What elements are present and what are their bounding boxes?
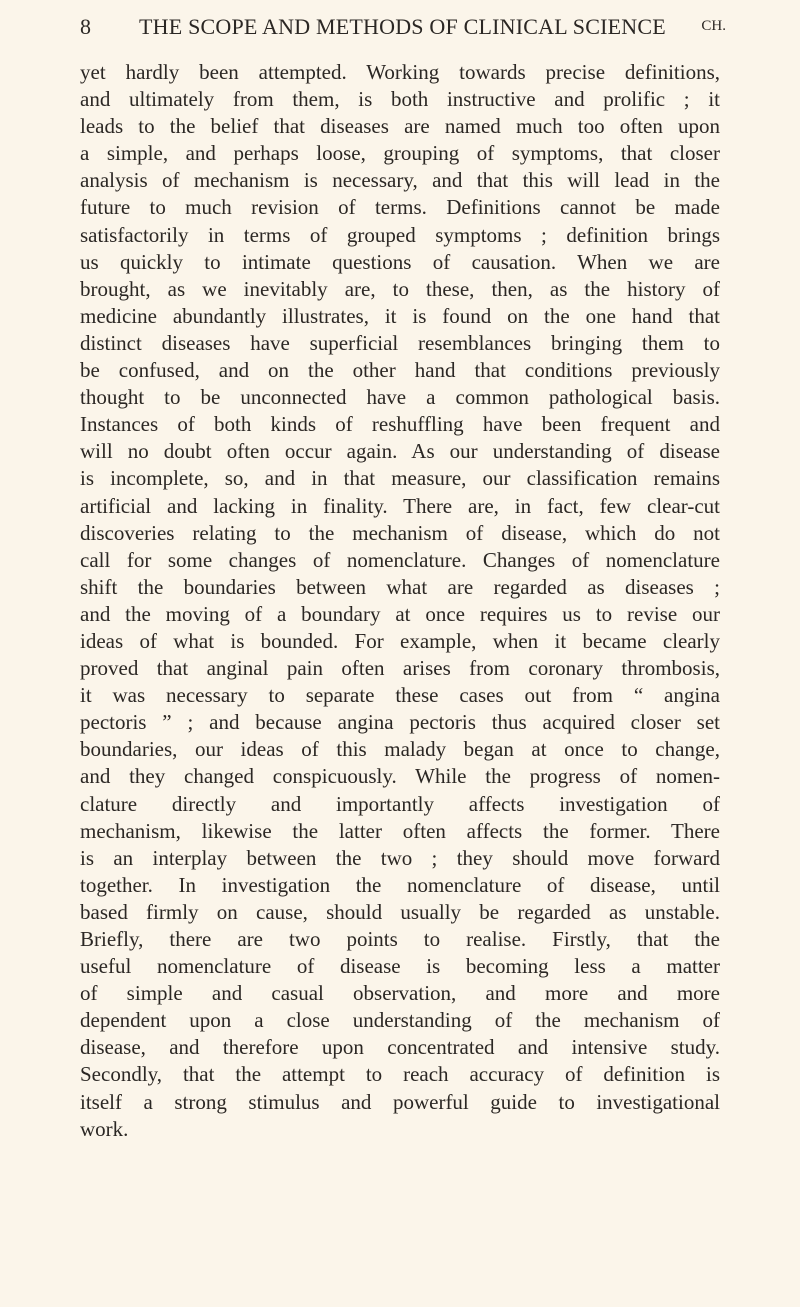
text-line: us quickly to intimate questions of causation. When we are xyxy=(80,249,720,274)
text-line: work. xyxy=(80,1116,129,1141)
text-line: useful nomenclature of disease is becoming less a matter xyxy=(80,954,720,979)
text-line: call for some changes of nomenclature. Changes of nomenclature xyxy=(80,547,720,572)
text-line: analysis of mechanism is necessary, and that this will lead in the xyxy=(80,168,720,193)
text-line: is incomplete, so, and in that measure, our classification remains xyxy=(80,466,720,491)
text-line: pectoris ” ; and because angina pectoris thus acquired closer set xyxy=(80,710,720,735)
text-line: Secondly, that the attempt to reach accuracy of definition is xyxy=(80,1062,720,1087)
text-line: artificial and lacking in finality. There are, in fact, few clear-cut xyxy=(80,493,720,518)
text-line: dependent upon a close understanding of the mechanism of xyxy=(80,1008,720,1033)
text-line: shift the boundaries between what are regarded as diseases ; xyxy=(80,574,720,599)
text-line: medicine abundantly illustrates, it is found on the one hand that xyxy=(80,303,720,328)
text-line: mechanism, likewise the latter often affects the former. There xyxy=(80,818,720,843)
text-line: brought, as we inevitably are, to these, then, as the history of xyxy=(80,276,720,301)
text-line: satisfactorily in terms of grouped symptoms ; definition brings xyxy=(80,222,720,247)
chapter-mark: CH. xyxy=(701,18,726,34)
running-title: THE SCOPE AND METHODS OF CLINICAL SCIENCE xyxy=(139,14,666,39)
text-line: future to much revision of terms. Definitions cannot be made xyxy=(80,195,720,220)
text-line: Briefly, there are two points to realise. Firstly, that the xyxy=(80,927,720,951)
page-number: 8 xyxy=(80,14,91,39)
text-line: and the moving of a boundary at once requires us to revise our xyxy=(80,601,720,626)
text-line: Instances of both kinds of reshuffling have been frequent and xyxy=(80,412,720,437)
text-line: yet hardly been attempted. Working towards precise definitions, xyxy=(80,60,720,84)
text-line: leads to the belief that diseases are named much too often upon xyxy=(80,114,720,139)
text-line: boundaries, our ideas of this malady began at once to change, xyxy=(80,737,720,762)
text-line: distinct diseases have superficial resemblances bringing them to xyxy=(80,330,720,355)
text-line: and ultimately from them, is both instructive and prolific ; it xyxy=(80,87,720,112)
text-line: thought to be unconnected have a common pathological basis. xyxy=(80,385,720,410)
running-header xyxy=(80,14,726,44)
text-line: is an interplay between the two ; they should move forward xyxy=(80,845,720,870)
text-line: together. In investigation the nomenclature of disease, until xyxy=(80,872,720,897)
text-line: based firmly on cause, should usually be regarded as unstable. xyxy=(80,899,720,924)
text-line: will no doubt often occur again. As our understanding of disease xyxy=(80,439,720,464)
text-line: disease, and therefore upon concentrated and intensive study. xyxy=(80,1035,720,1060)
text-line: be confused, and on the other hand that conditions previously xyxy=(80,358,720,383)
body-text xyxy=(80,59,720,1143)
text-line: it was necessary to separate these cases out from “ angina xyxy=(80,683,720,708)
text-line: ideas of what is bounded. For example, when it became clearly xyxy=(80,628,720,653)
text-line: of simple and casual observation, and more and more xyxy=(80,981,720,1006)
text-line: and they changed conspicuously. While the progress of nomen- xyxy=(80,764,720,789)
text-line: itself a strong stimulus and powerful guide to investigational xyxy=(80,1089,720,1114)
text-line: a simple, and perhaps loose, grouping of symptoms, that closer xyxy=(80,141,720,166)
text-line: clature directly and importantly affects investigation of xyxy=(80,791,720,816)
text-line: proved that anginal pain often arises from coronary thrombosis, xyxy=(80,656,720,681)
text-line: discoveries relating to the mechanism of disease, which do not xyxy=(80,520,720,545)
